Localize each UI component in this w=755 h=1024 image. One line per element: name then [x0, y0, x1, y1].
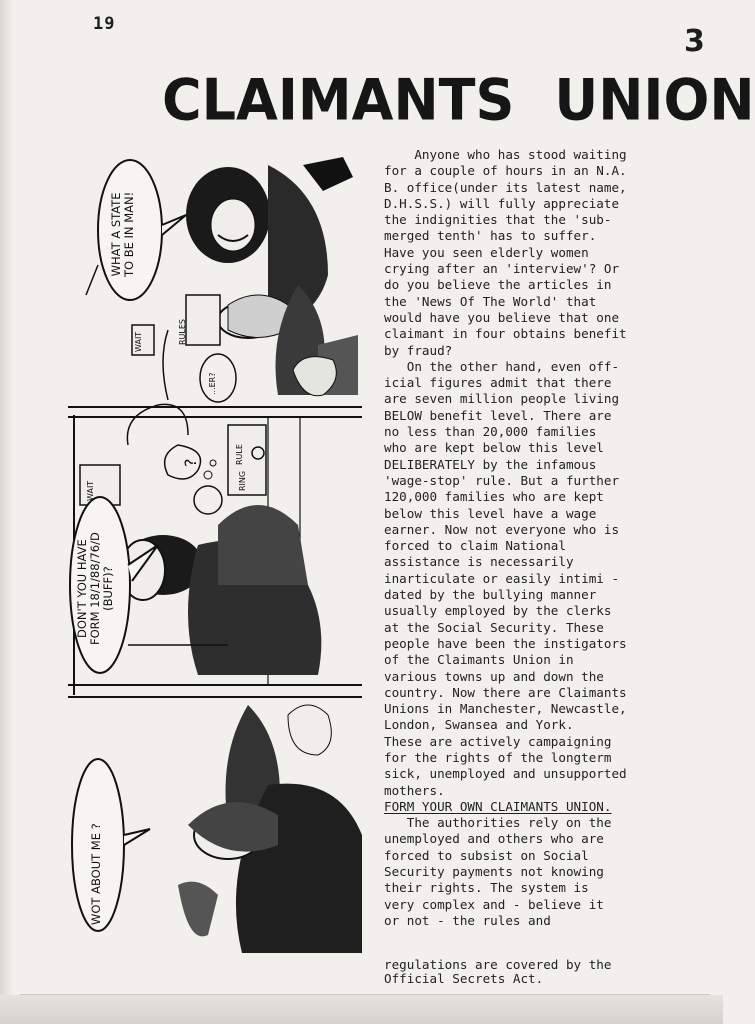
panel-1-sign-wait: WAIT [134, 331, 143, 352]
article-line: inarticulate or easily intimi - [384, 570, 620, 586]
headline [162, 66, 755, 134]
comic-strip [68, 145, 362, 953]
article-line: London, Swansea and York. [384, 717, 574, 733]
panel-1-speech-bubble: WHAT A STATE TO BE IN MAN! [109, 191, 136, 277]
article-line: their rights. The system is [384, 880, 589, 896]
article-subheading: FORM YOUR OWN CLAIMANTS UNION. [384, 798, 612, 814]
panel-2-thought-bubble: ? [181, 458, 200, 467]
article-line: at the Social Security. These [384, 619, 604, 635]
article-line: Have you seen elderly women [384, 244, 589, 260]
article-line: country. Now there are Claimants [384, 684, 627, 700]
article-line: forced to subsist on Social [384, 847, 589, 863]
panel-2-sign-ring: RING [238, 470, 247, 491]
article-line: would have you believe that one [384, 309, 620, 325]
article-line: by fraud? [384, 342, 453, 358]
article-paragraphs-2 [384, 815, 714, 929]
article-footer [384, 958, 714, 986]
article-line: do you believe the articles in [384, 277, 612, 293]
article-line: On the other hand, even off- [384, 358, 620, 374]
article-line: or not - the rules and [384, 912, 551, 928]
panel-2-sign-rules: RULE [235, 444, 244, 465]
article-line: various towns up and down the [384, 668, 604, 684]
article-line: sick, unemployed and unsupported [384, 766, 627, 782]
page-edge [0, 0, 14, 1024]
article-line: people have been the instigators [384, 635, 627, 651]
article-line: the indignities that the 'sub- [384, 212, 612, 228]
headline-word-claimants: CLAIMANTS [162, 66, 515, 134]
article-paragraphs [384, 147, 714, 799]
article-line: mothers. [384, 782, 445, 798]
article-line: Unions in Manchester, Newcastle, [384, 701, 627, 717]
article-line: 'wage-stop' rule. But a further [384, 472, 620, 488]
article-line: for a couple of hours in an N.A. [384, 163, 627, 179]
article-line: icial figures admit that there [384, 375, 612, 391]
article-line: unemployed and others who are [384, 831, 604, 847]
article-footer-line-1: regulations are covered by the [384, 957, 612, 972]
headline-word-union: UNION [554, 66, 755, 134]
article-line: crying after an 'interview'? Or [384, 261, 620, 277]
panel-3-figures [178, 705, 362, 953]
article-line: assistance is necessarily [384, 554, 574, 570]
article-line: of the Claimants Union in [384, 652, 574, 668]
article-line: dated by the bullying manner [384, 587, 597, 603]
page-number-left: 19 [93, 14, 116, 34]
article-line: BELOW benefit level. There are [384, 407, 612, 423]
panel-1-figures [132, 155, 362, 407]
article-line: B. office(under its latest name, [384, 179, 627, 195]
page-bottom-strip [0, 995, 723, 1024]
article-line: earner. Now not everyone who is [384, 521, 620, 537]
article-line: are seven million people living [384, 391, 620, 407]
article-line: very complex and - believe it [384, 896, 604, 912]
article-line: Anyone who has stood waiting [384, 147, 627, 162]
panel-3-speech-bubble: WOT ABOUT ME ? [89, 823, 103, 925]
article-footer-line-2: Official Secrets Act. [384, 971, 544, 986]
article-line: forced to claim National [384, 538, 566, 554]
article-line: below this level have a wage [384, 505, 597, 521]
article-line: 120,000 families who are kept [384, 489, 604, 505]
article-line: merged tenth' has to suffer. [384, 228, 597, 244]
article-line: usually employed by the clerks [384, 603, 612, 619]
page-number-right: 3 [684, 24, 705, 59]
article-line: These are actively campaigning [384, 733, 612, 749]
article-body [384, 147, 714, 929]
panel-2-sign-wait: WAIT [86, 480, 95, 501]
article-line: claimant in four obtains benefit [384, 326, 627, 342]
article-line: The authorities rely on the [384, 815, 612, 831]
article-line: D.H.S.S.) will fully appreciate [384, 195, 620, 211]
article-line: who are kept below this level [384, 440, 604, 456]
article-line: Security payments not knowing [384, 864, 604, 880]
article-line: for the rights of the longterm [384, 749, 612, 765]
panel-1-sign-rules: RULES [178, 318, 187, 345]
panel-1-small-bubble: ...ER? [208, 372, 217, 395]
article-line: the 'News Of The World' that [384, 293, 597, 309]
article-line: DELIBERATELY by the infamous [384, 456, 597, 472]
panel-2-speech-bubble: DON'T YOU HAVE FORM 18/1/88/76/D (BUFF)? [75, 532, 115, 645]
article-line: no less than 20,000 families [384, 424, 597, 440]
